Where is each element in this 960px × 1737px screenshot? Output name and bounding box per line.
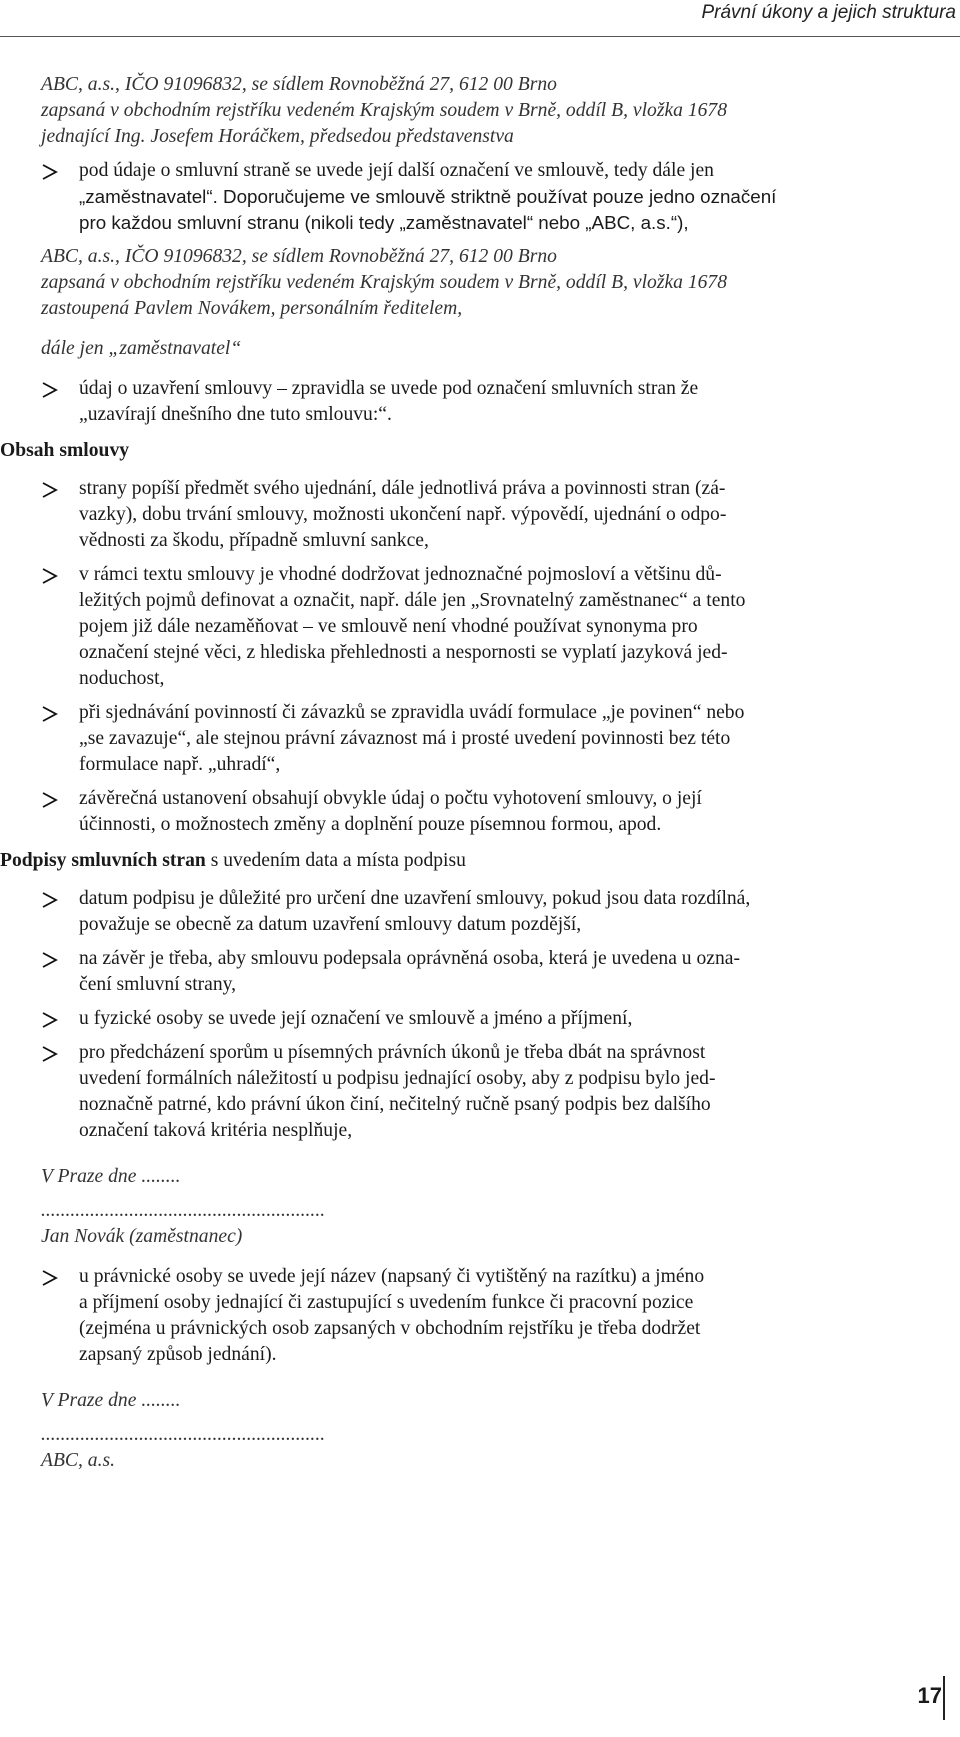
list-item (0, 1264, 958, 1368)
section-heading-rest: s uvedením data a místa podpisu (205, 850, 466, 871)
text-line: při sjednávání povinností či závazků se zpravidla uvádí formulace „je povinen“ nebo (79, 702, 745, 723)
text-line: noznačně patrné, kdo právní úkon činí, nečitelný ručně psaný podpis bez dalšího (79, 1094, 711, 1115)
signature-dots: .......................................................... (41, 1200, 326, 1221)
text-line: čení smluvní strany, (79, 974, 237, 995)
section-heading (0, 848, 958, 874)
list-item (0, 786, 958, 838)
list-item (0, 476, 958, 554)
text-line: vědnosti za škodu, případně smluvní sankce, (79, 530, 429, 551)
signature-place: V Praze dne ........ (41, 1390, 181, 1411)
example-party-block (0, 72, 958, 150)
arrow-bullet-icon (41, 705, 59, 723)
text-line: strany popíší předmět svého ujednání, dále jednotlivá práva a povinnosti stran (zá- (79, 478, 726, 499)
signature-name: Jan Novák (zaměstnanec) (41, 1226, 243, 1247)
signature-place: V Praze dne ........ (41, 1166, 181, 1187)
text-line: účinnosti, o možnostech změny a doplnění pouze písemnou formou, apod. (79, 814, 662, 835)
list-item (0, 946, 958, 998)
example-line: zapsaná v obchodním rejstříku vedeném Krajským soudem v Brně, oddíl B, vložka 1678 (41, 100, 728, 121)
text-line: datum podpisu je důležité pro určení dne uzavření smlouvy, pokud jsou data rozdílná, (79, 888, 751, 909)
text-line: noduchost, (79, 668, 165, 689)
example-line: zapsaná v obchodním rejstříku vedeném Krajským soudem v Brně, oddíl B, vložka 1678 (41, 272, 728, 293)
page-body (0, 72, 958, 1474)
signature-block (0, 1164, 958, 1250)
text-line: u právnické osoby se uvede její název (napsaný či vytištěný na razítku) a jméno (79, 1266, 705, 1287)
list-item (0, 1006, 958, 1032)
example-line: zastoupená Pavlem Novákem, personálním ředitelem, (41, 298, 463, 319)
list-item (0, 700, 958, 778)
text-line: pod údaje o smluvní straně se uvede její další označení ve smlouvě, tedy dále jen (79, 160, 714, 181)
example-line: ABC, a.s., IČO 91096832, se sídlem Rovnoběžná 27, 612 00 Brno (41, 246, 557, 267)
signature-block (0, 1388, 958, 1474)
arrow-bullet-icon (41, 567, 59, 585)
text-line: zapsaný způsob jednání). (79, 1344, 277, 1365)
arrow-bullet-icon (41, 481, 59, 499)
example-line: dále jen „zaměstnavatel“ (41, 338, 242, 359)
text-line: uvedení formálních náležitostí u podpisu jednající osoby, aby z podpisu bylo jed- (79, 1068, 716, 1089)
text-line: „uzavírají dnešního dne tuto smlouvu:“. (79, 404, 392, 425)
text-line: údaj o uzavření smlouvy – zpravidla se uvede pod označení smluvních stran že (79, 378, 699, 399)
header-rule (0, 36, 960, 37)
text-line: pro každou smluvní stranu (nikoli tedy „zaměstnavatel“ nebo „ABC, a.s.“), (79, 212, 689, 233)
text-line: „zaměstnavatel“. Doporučujeme ve smlouvě striktně používat pouze jedno označení (79, 186, 777, 207)
text-line: považuje se obecně za datum uzavření smlouvy datum pozdější, (79, 914, 582, 935)
list-item (0, 886, 958, 938)
page-number-bar (943, 1676, 945, 1720)
text-line: (zejména u právnických osob zapsaných v obchodním rejstříku je třeba dodržet (79, 1318, 701, 1339)
running-head: Právní úkony a jejich struktura (701, 2, 956, 23)
text-line: v rámci textu smlouvy je vhodné dodržovat jednoznačné pojmosloví a většinu dů- (79, 564, 722, 585)
text-line: „se zavazuje“, ale stejnou právní závaznost má i prosté uvedení povinnosti bez této (79, 728, 731, 749)
list-item (0, 376, 958, 428)
signature-dots: .......................................................... (41, 1424, 326, 1445)
section-heading-bold: Podpisy smluvních stran (0, 850, 206, 871)
text-line: a příjmení osoby jednající či zastupující s uvedením funkce či pracovní pozice (79, 1292, 694, 1313)
signature-name: ABC, a.s. (41, 1450, 116, 1471)
list-item (0, 1040, 958, 1144)
arrow-bullet-icon (41, 891, 59, 909)
section-heading: Obsah smlouvy (0, 440, 130, 461)
text-line: vazky), dobu trvání smlouvy, možnosti ukončení např. výpovědí, ujednání o odpo- (79, 504, 727, 525)
arrow-bullet-icon (41, 1011, 59, 1029)
list-item (0, 158, 958, 236)
text-line: na závěr je třeba, aby smlouvu podepsala oprávněná osoba, která je uvedena u ozna- (79, 948, 741, 969)
text-line: označení stejné věci, z hlediska přehlednosti a nespornosti se vyplatí jazyková jed- (79, 642, 728, 663)
example-line: jednající Ing. Josefem Horáčkem, předsedou představenstva (41, 126, 514, 147)
text-line: označení taková kritéria nesplňuje, (79, 1120, 353, 1141)
text-line: pro předcházení sporům u písemných právních úkonů je třeba dbát na správnost (79, 1042, 706, 1063)
arrow-bullet-icon (41, 163, 59, 181)
text-line: ležitých pojmů definovat a označit, např. dále jen „Srovnatelný zaměstnanec“ a tento (79, 590, 746, 611)
arrow-bullet-icon (41, 951, 59, 969)
arrow-bullet-icon (41, 791, 59, 809)
text-line: pojem již dále nezaměňovat – ve smlouvě není vhodné používat synonyma pro (79, 616, 698, 637)
example-party-block (0, 244, 958, 362)
text-line: formulace např. „uhradí“, (79, 754, 281, 775)
arrow-bullet-icon (41, 381, 59, 399)
page-number: 17 (917, 1683, 942, 1708)
text-line: závěrečná ustanovení obsahují obvykle údaj o počtu vyhotovení smlouvy, o její (79, 788, 702, 809)
arrow-bullet-icon (41, 1269, 59, 1287)
text-line: u fyzické osoby se uvede její označení ve smlouvě a jméno a příjmení, (79, 1008, 633, 1029)
list-item (0, 562, 958, 692)
arrow-bullet-icon (41, 1045, 59, 1063)
example-line: ABC, a.s., IČO 91096832, se sídlem Rovnoběžná 27, 612 00 Brno (41, 74, 557, 95)
